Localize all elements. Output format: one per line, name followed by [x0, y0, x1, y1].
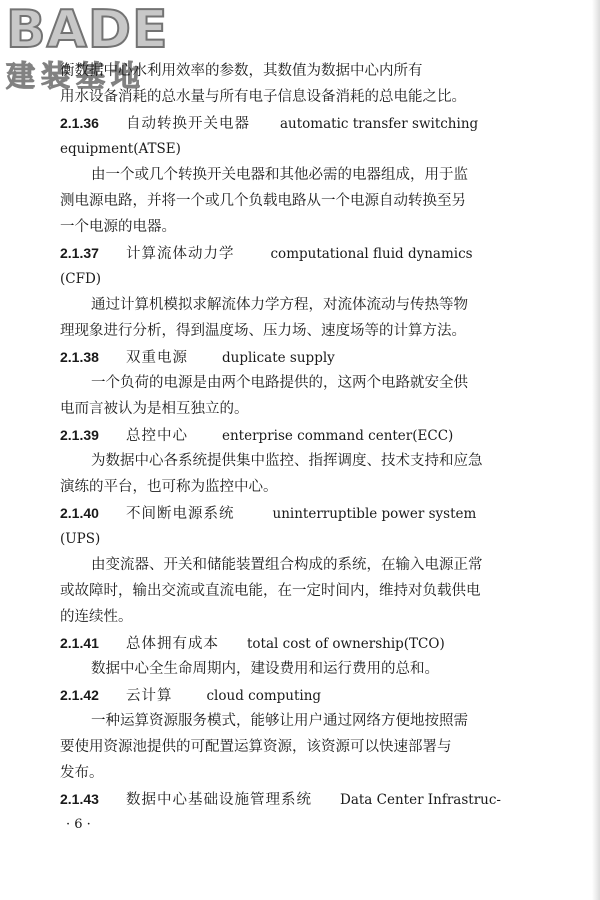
- term-chinese: 自动转换开关电器: [126, 116, 250, 132]
- clause-number: 2.1.38: [60, 349, 99, 365]
- clause-number: 2.1.37: [60, 245, 99, 261]
- text-line: 用水设备消耗的总水量与所有电子信息设备消耗的总电能之比。: [60, 89, 466, 105]
- term-english: automatic transfer switching: [280, 116, 479, 132]
- term-chinese: 计算流体动力学: [126, 246, 235, 262]
- term-english: duplicate supply: [222, 350, 335, 366]
- term-chinese: 双重电源: [126, 350, 188, 366]
- term-english: total cost of ownership(TCO): [247, 636, 445, 652]
- definition-line: 一个负荷的电源是由两个电路提供的，这两个电路就安全供: [91, 375, 468, 391]
- definition-line: 电而言被认为是相互独立的。: [60, 401, 249, 417]
- definition-line: 或故障时，输出交流或直流电能，在一定时间内，维持对负载供电: [60, 583, 481, 599]
- term-chinese: 总控中心: [126, 428, 188, 444]
- term-english-continued: (UPS): [60, 531, 101, 547]
- definition-line: 演练的平台，也可称为监控中心。: [60, 479, 278, 495]
- definition-line: 发布。: [60, 765, 104, 781]
- term-english: cloud computing: [206, 688, 322, 704]
- definition-line: 一个电源的电器。: [60, 219, 176, 235]
- definition-line: 由一个或几个转换开关电器和其他必需的电器组成，用于监: [91, 167, 468, 183]
- term-heading-2-1-37: [60, 240, 530, 266]
- term-chinese: 不间断电源系统: [126, 506, 235, 522]
- definition-line: 通过计算机模拟求解流体力学方程，对流体流动与传热等物: [91, 297, 468, 313]
- term-english: enterprise command center(ECC): [222, 428, 454, 444]
- term-chinese: 总体拥有成本: [126, 636, 219, 652]
- definition-line: 测电源电路，并将一个或几个负载电路从一个电源自动转换至另: [60, 193, 466, 209]
- clause-number: 2.1.40: [60, 505, 99, 521]
- definition-line: 要使用资源池提供的可配置运算资源，该资源可以快速部署与: [60, 739, 452, 755]
- document-body: [60, 58, 530, 838]
- term-english: Data Center Infrastruc-: [340, 792, 501, 808]
- term-english-continued: (CFD): [60, 271, 102, 287]
- clause-number: 2.1.36: [60, 115, 99, 131]
- term-english-continued: equipment(ATSE): [60, 141, 181, 157]
- text-line: 衡数据中心水利用效率的参数，其数值为数据中心内所有: [60, 63, 423, 79]
- clause-number: 2.1.42: [60, 687, 99, 703]
- clause-number: 2.1.41: [60, 635, 99, 651]
- term-chinese: 云计算: [126, 688, 173, 704]
- term-heading-2-1-41: [60, 630, 530, 656]
- logo-chinese-text: 建装基地: [6, 59, 147, 93]
- term-heading-2-1-36: [60, 110, 530, 136]
- term-english: uninterruptible power system: [272, 506, 477, 522]
- term-heading-2-1-42: [60, 682, 530, 708]
- definition-line: 由变流器、开关和储能装置组合构成的系统，在输入电源正常: [91, 557, 483, 573]
- clause-number: 2.1.39: [60, 427, 99, 443]
- page-edge-shadow: [592, 0, 600, 900]
- definition-line: 为数据中心各系统提供集中监控、指挥调度、技术支持和应急: [91, 453, 483, 469]
- clause-number: 2.1.43: [60, 791, 99, 807]
- logo-wordmark: BADE: [6, 0, 169, 60]
- term-chinese: 数据中心基础设施管理系统: [126, 792, 312, 808]
- term-english: computational fluid dynamics: [270, 246, 473, 262]
- term-heading-2-1-39: [60, 422, 530, 448]
- term-heading-2-1-40: [60, 500, 530, 526]
- definition-line: 的连续性。: [60, 609, 133, 625]
- definition-line: 一种运算资源服务模式，能够让用户通过网络方便地按照需: [91, 713, 468, 729]
- term-heading-2-1-38: [60, 344, 530, 370]
- definition-line: 数据中心全生命周期内，建设费用和运行费用的总和。: [91, 661, 439, 677]
- term-heading-2-1-43: [60, 786, 530, 812]
- definition-line: 理现象进行分析，得到温度场、压力场、速度场等的计算方法。: [60, 323, 466, 339]
- page-number: · 6 ·: [66, 817, 91, 832]
